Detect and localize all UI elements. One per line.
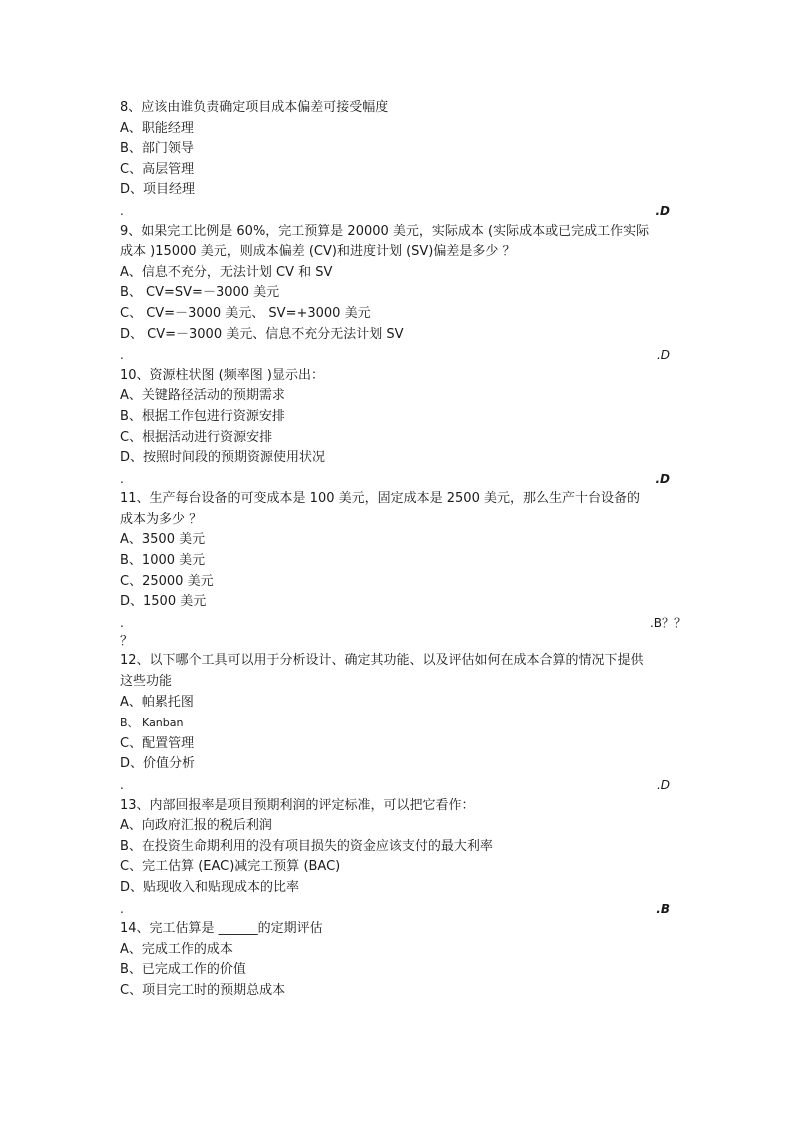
option-c: C、项目完工时的预期总成本 xyxy=(120,982,286,998)
answer-key: .D xyxy=(656,348,670,363)
option-d: D、项目经理 xyxy=(120,182,196,198)
option-c: C、高层管理 xyxy=(120,161,195,177)
option-c: C、配置管理 xyxy=(120,735,195,751)
option-c: C、完工估算 (EAC)减完工预算 (BAC) xyxy=(120,859,341,875)
answer-key: .D xyxy=(655,203,670,218)
question-12 xyxy=(120,651,680,795)
option-a: A、3500 美元 xyxy=(120,532,206,548)
option-a: A、向政府汇报的税后利润 xyxy=(120,818,272,834)
question-title-line-2: 成本为多少 ？ xyxy=(120,511,203,527)
answer-key: .B？？ xyxy=(649,615,686,630)
question-title-line-1: 9、如果完工比例是 60%，完工预算是 20000 美元，实际成本 (实际成本或已完成工作实际 xyxy=(120,223,650,239)
option-d: D、按照时间段的预期资源使用状况 xyxy=(120,450,326,466)
answer-key: .B xyxy=(656,901,670,916)
question-11 xyxy=(120,489,686,651)
question-title: 14、完工估算是 ______的定期评估 xyxy=(120,921,323,937)
question-title: 13、内部回报率是项目预期利润的评定标准，可以把它看作： xyxy=(120,797,475,813)
option-a: A、完成工作的成本 xyxy=(120,941,233,957)
answer-row xyxy=(120,345,680,366)
answer-row xyxy=(120,899,680,920)
answer-dot: . xyxy=(120,901,124,916)
option-c: C、 CV=－3000 美元、 SV=+3000 美元 xyxy=(120,305,371,321)
option-b: B、根据工作包进行资源安排 xyxy=(120,408,285,424)
option-d: D、贴现收入和贴现成本的比率 xyxy=(120,879,300,895)
question-10 xyxy=(120,366,680,490)
answer-dot: . xyxy=(120,471,124,486)
answer-key: .D xyxy=(655,471,670,486)
option-a: A、帕累托图 xyxy=(120,694,194,710)
question-14 xyxy=(120,919,680,1001)
option-b: B、已完成工作的价值 xyxy=(120,962,246,978)
answer-row xyxy=(120,469,680,490)
answer-key: .D xyxy=(656,778,670,792)
question-13 xyxy=(120,796,680,920)
question-title-line-1: 11、生产每台设备的可变成本是 100 美元，固定成本是 2500 美元，那么生产十台设备的 xyxy=(120,491,640,507)
option-a: A、关键路径活动的预期需求 xyxy=(120,388,285,404)
answer-row xyxy=(120,201,680,222)
question-title-line-1: 12、以下哪个工具可以用于分析设计、确定其功能、以及评估如何在成本合算的情况下提供 xyxy=(120,653,644,669)
answer-overflow: ？ xyxy=(120,634,134,650)
question-title-line-2: 成本 )15000 美元，则成本偏差 (CV)和进度计划 (SV)偏差是多少 ？ xyxy=(120,244,516,260)
option-c: C、25000 美元 xyxy=(120,573,214,589)
option-d: D、1500 美元 xyxy=(120,594,207,610)
option-d: D、 CV=－3000 美元、信息不充分无法计划 SV xyxy=(120,326,404,342)
question-title: 8、应该由谁负责确定项目成本偏差可接受幅度 xyxy=(120,100,389,115)
option-b: B、 Kanban xyxy=(120,716,184,730)
option-c: C、根据活动进行资源安排 xyxy=(120,429,273,445)
answer-dot: . xyxy=(120,348,124,363)
option-b: B、部门领导 xyxy=(120,141,194,157)
answer-dot: . xyxy=(120,203,124,218)
answer-dot: . xyxy=(120,778,124,792)
answer-row xyxy=(120,775,680,796)
question-title-line-2: 这些功能 xyxy=(120,674,173,690)
answer-row xyxy=(120,613,686,634)
question-9 xyxy=(120,222,680,366)
option-d: D、价值分析 xyxy=(120,756,196,772)
option-b: B、1000 美元 xyxy=(120,553,206,569)
document-page xyxy=(120,98,686,1002)
option-a: A、职能经理 xyxy=(120,120,194,136)
question-8 xyxy=(120,98,680,222)
option-b: B、 CV=SV=－3000 美元 xyxy=(120,285,280,301)
question-title: 10、资源柱状图 (频率图 )显示出： xyxy=(120,367,324,383)
option-a: A、信息不充分，无法计划 CV 和 SV xyxy=(120,264,333,280)
option-b: B、在投资生命期利用的没有项目损失的资金应该支付的最大利率 xyxy=(120,838,493,854)
answer-dot: . xyxy=(120,615,124,630)
